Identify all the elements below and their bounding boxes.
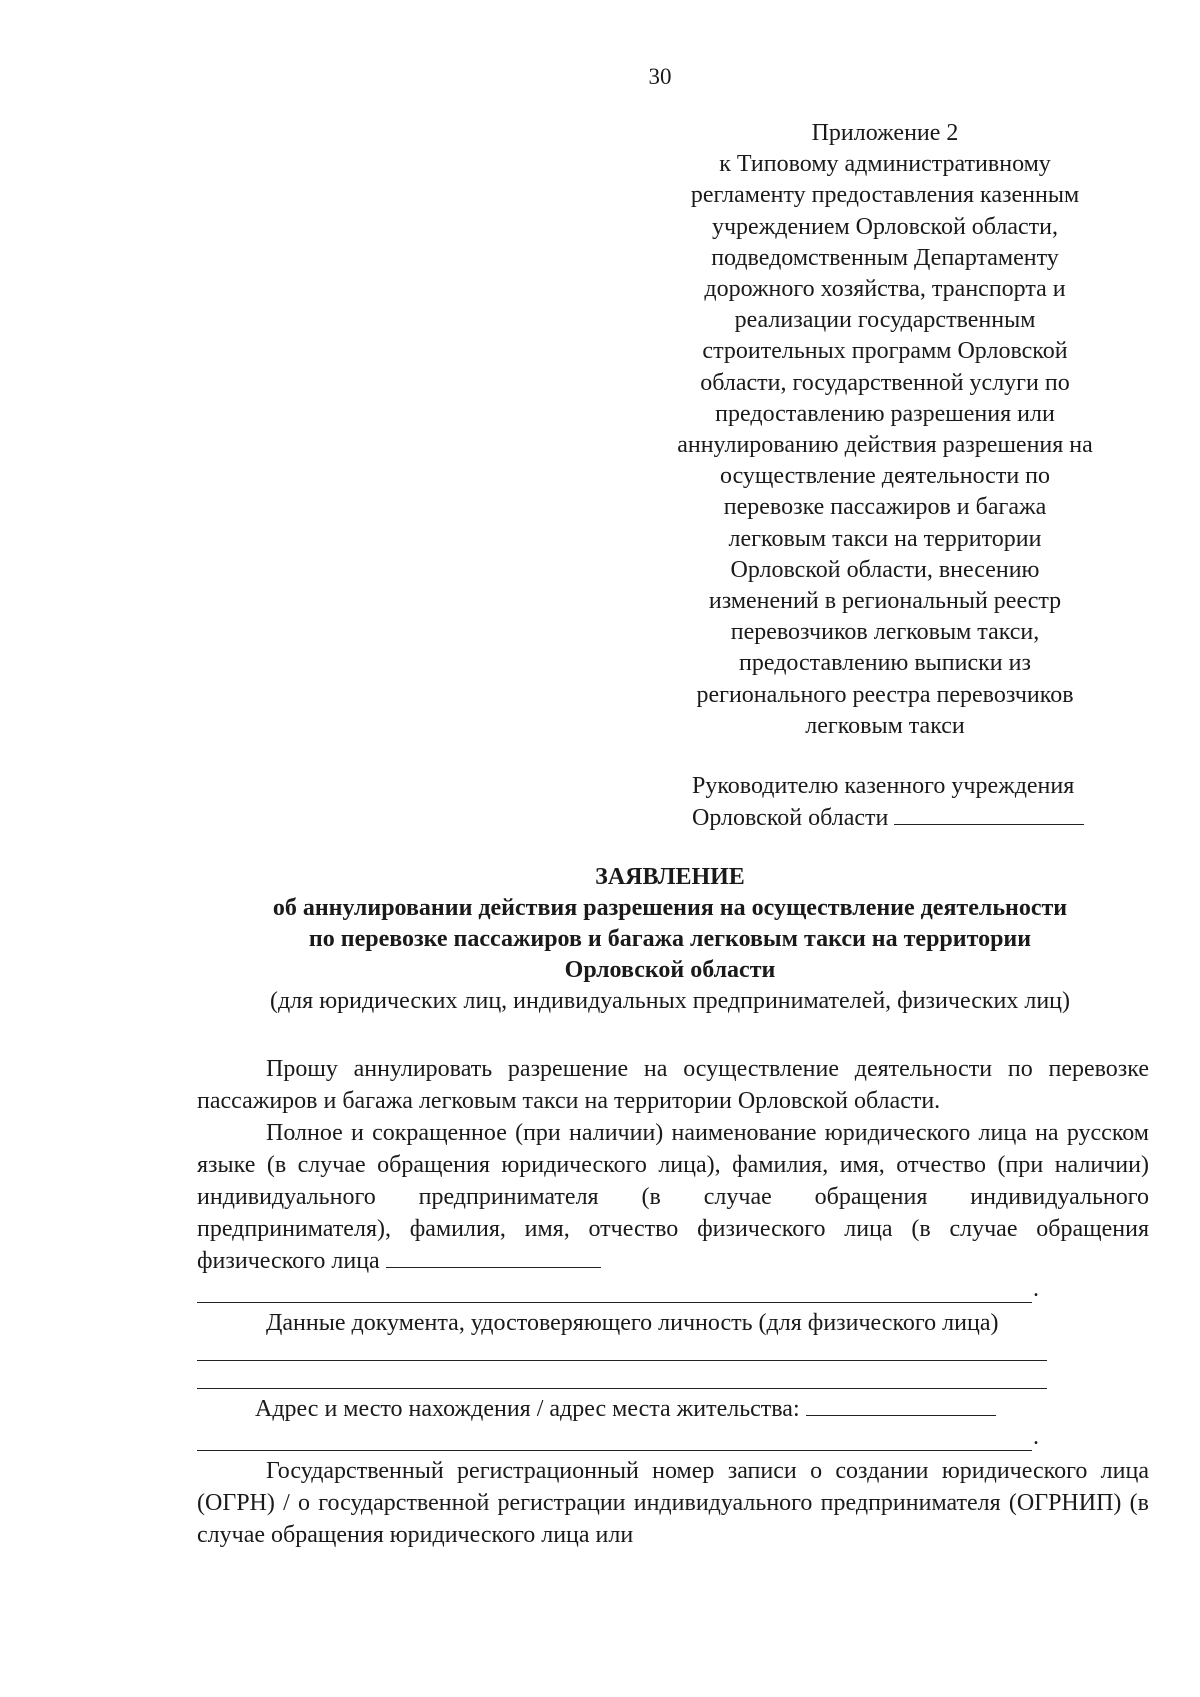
addressee-block bbox=[692, 770, 1142, 834]
applicant-name-paragraph bbox=[197, 1117, 1149, 1277]
address-period: . bbox=[1033, 1424, 1039, 1450]
institution-name-blank[interactable] bbox=[894, 804, 1084, 825]
identity-document-field-1[interactable] bbox=[197, 1339, 1149, 1365]
appendix-line: реализации государственным bbox=[734, 307, 1036, 334]
appendix-line: подведомственным Департаменту bbox=[711, 244, 1059, 271]
address-label: Адрес и место нахождения / адрес места жительства: bbox=[255, 1396, 800, 1422]
addressee-line-1: Руководителю казенного учреждения bbox=[692, 773, 1075, 799]
appendix-line: учреждением Орловской области, bbox=[711, 213, 1059, 240]
appendix-line: перевозчиков легковым такси, bbox=[730, 619, 1040, 646]
applicant-name-blank-inline[interactable] bbox=[386, 1247, 601, 1268]
appendix-line: предоставлению выписки из bbox=[739, 650, 1031, 677]
title-applicability-note: (для юридических лиц, индивидуальных предпринимателей, физических лиц) bbox=[269, 988, 1071, 1014]
appendix-line: регламенту предоставления казенным bbox=[690, 182, 1080, 209]
appendix-line: строительных программ Орловской bbox=[702, 338, 1068, 365]
page-number: 30 bbox=[648, 64, 672, 89]
appendix-line: изменений в региональный реестр bbox=[708, 588, 1062, 615]
title-sub-line-3: Орловской области bbox=[564, 957, 776, 983]
registration-number-paragraph: Государственный регистрационный номер записи о создании юридического лица (ОГРН) / о государственной регистрации индивидуального предпринимателя (ОГРНИП) (в случае обращения юридического лица или bbox=[197, 1458, 1149, 1548]
appendix-line: легковым такси bbox=[805, 712, 965, 739]
addressee-line-2 bbox=[692, 802, 1142, 834]
applicant-name-field[interactable] bbox=[197, 1277, 1149, 1307]
appendix-line: предоставлению разрешения или bbox=[715, 400, 1055, 427]
appendix-line: к Типовому административному bbox=[719, 151, 1051, 178]
appendix-header bbox=[640, 118, 1130, 742]
appendix-line: дорожного хозяйства, транспорта и bbox=[704, 276, 1066, 303]
applicant-name-label: Полное и сокращенное (при наличии) наименование юридического лица на русском языке (в случае обращения юридического лица), фамилия, имя, отчество (при наличии) индивидуального предпринимателя (в случае обращения индивидуального предпринимателя), фамилия, имя, отчество физического лица (в случае обращения физического лица bbox=[197, 1120, 1149, 1274]
application-title bbox=[180, 862, 1160, 1017]
addressee-region-label: Орловской области bbox=[692, 805, 889, 831]
applicant-name-period: . bbox=[1033, 1276, 1039, 1302]
title-sub-line-1: об аннулировании действия разрешения на осуществление деятельности bbox=[272, 895, 1068, 921]
appendix-line: аннулированию действия разрешения на bbox=[677, 432, 1093, 459]
appendix-line: области, государственной услуги по bbox=[700, 369, 1070, 396]
appendix-line: Приложение 2 bbox=[811, 120, 959, 146]
application-body bbox=[197, 1053, 1149, 1551]
title-main: ЗАЯВЛЕНИЕ bbox=[595, 864, 745, 890]
address-paragraph bbox=[197, 1393, 1149, 1425]
request-paragraph: Прошу аннулировать разрешение на осуществление деятельности по перевозке пассажиров и багажа легковым такси на территории Орловской области. bbox=[197, 1056, 1149, 1114]
appendix-line: перевозке пассажиров и багажа bbox=[723, 494, 1047, 521]
identity-document-paragraph: Данные документа, удостоверяющего личность (для физического лица) bbox=[266, 1310, 999, 1336]
identity-document-field-2[interactable] bbox=[197, 1365, 1149, 1393]
appendix-line: Орловской области, внесению bbox=[730, 556, 1040, 583]
address-field[interactable] bbox=[197, 1425, 1149, 1455]
appendix-line: регионального реестра перевозчиков bbox=[696, 681, 1074, 708]
title-sub-line-2: по перевозке пассажиров и багажа легковым такси на территории bbox=[308, 926, 1032, 952]
appendix-line: осуществление деятельности по bbox=[719, 463, 1051, 490]
address-blank-inline[interactable] bbox=[806, 1395, 996, 1416]
appendix-line: легковым такси на территории bbox=[728, 525, 1042, 552]
